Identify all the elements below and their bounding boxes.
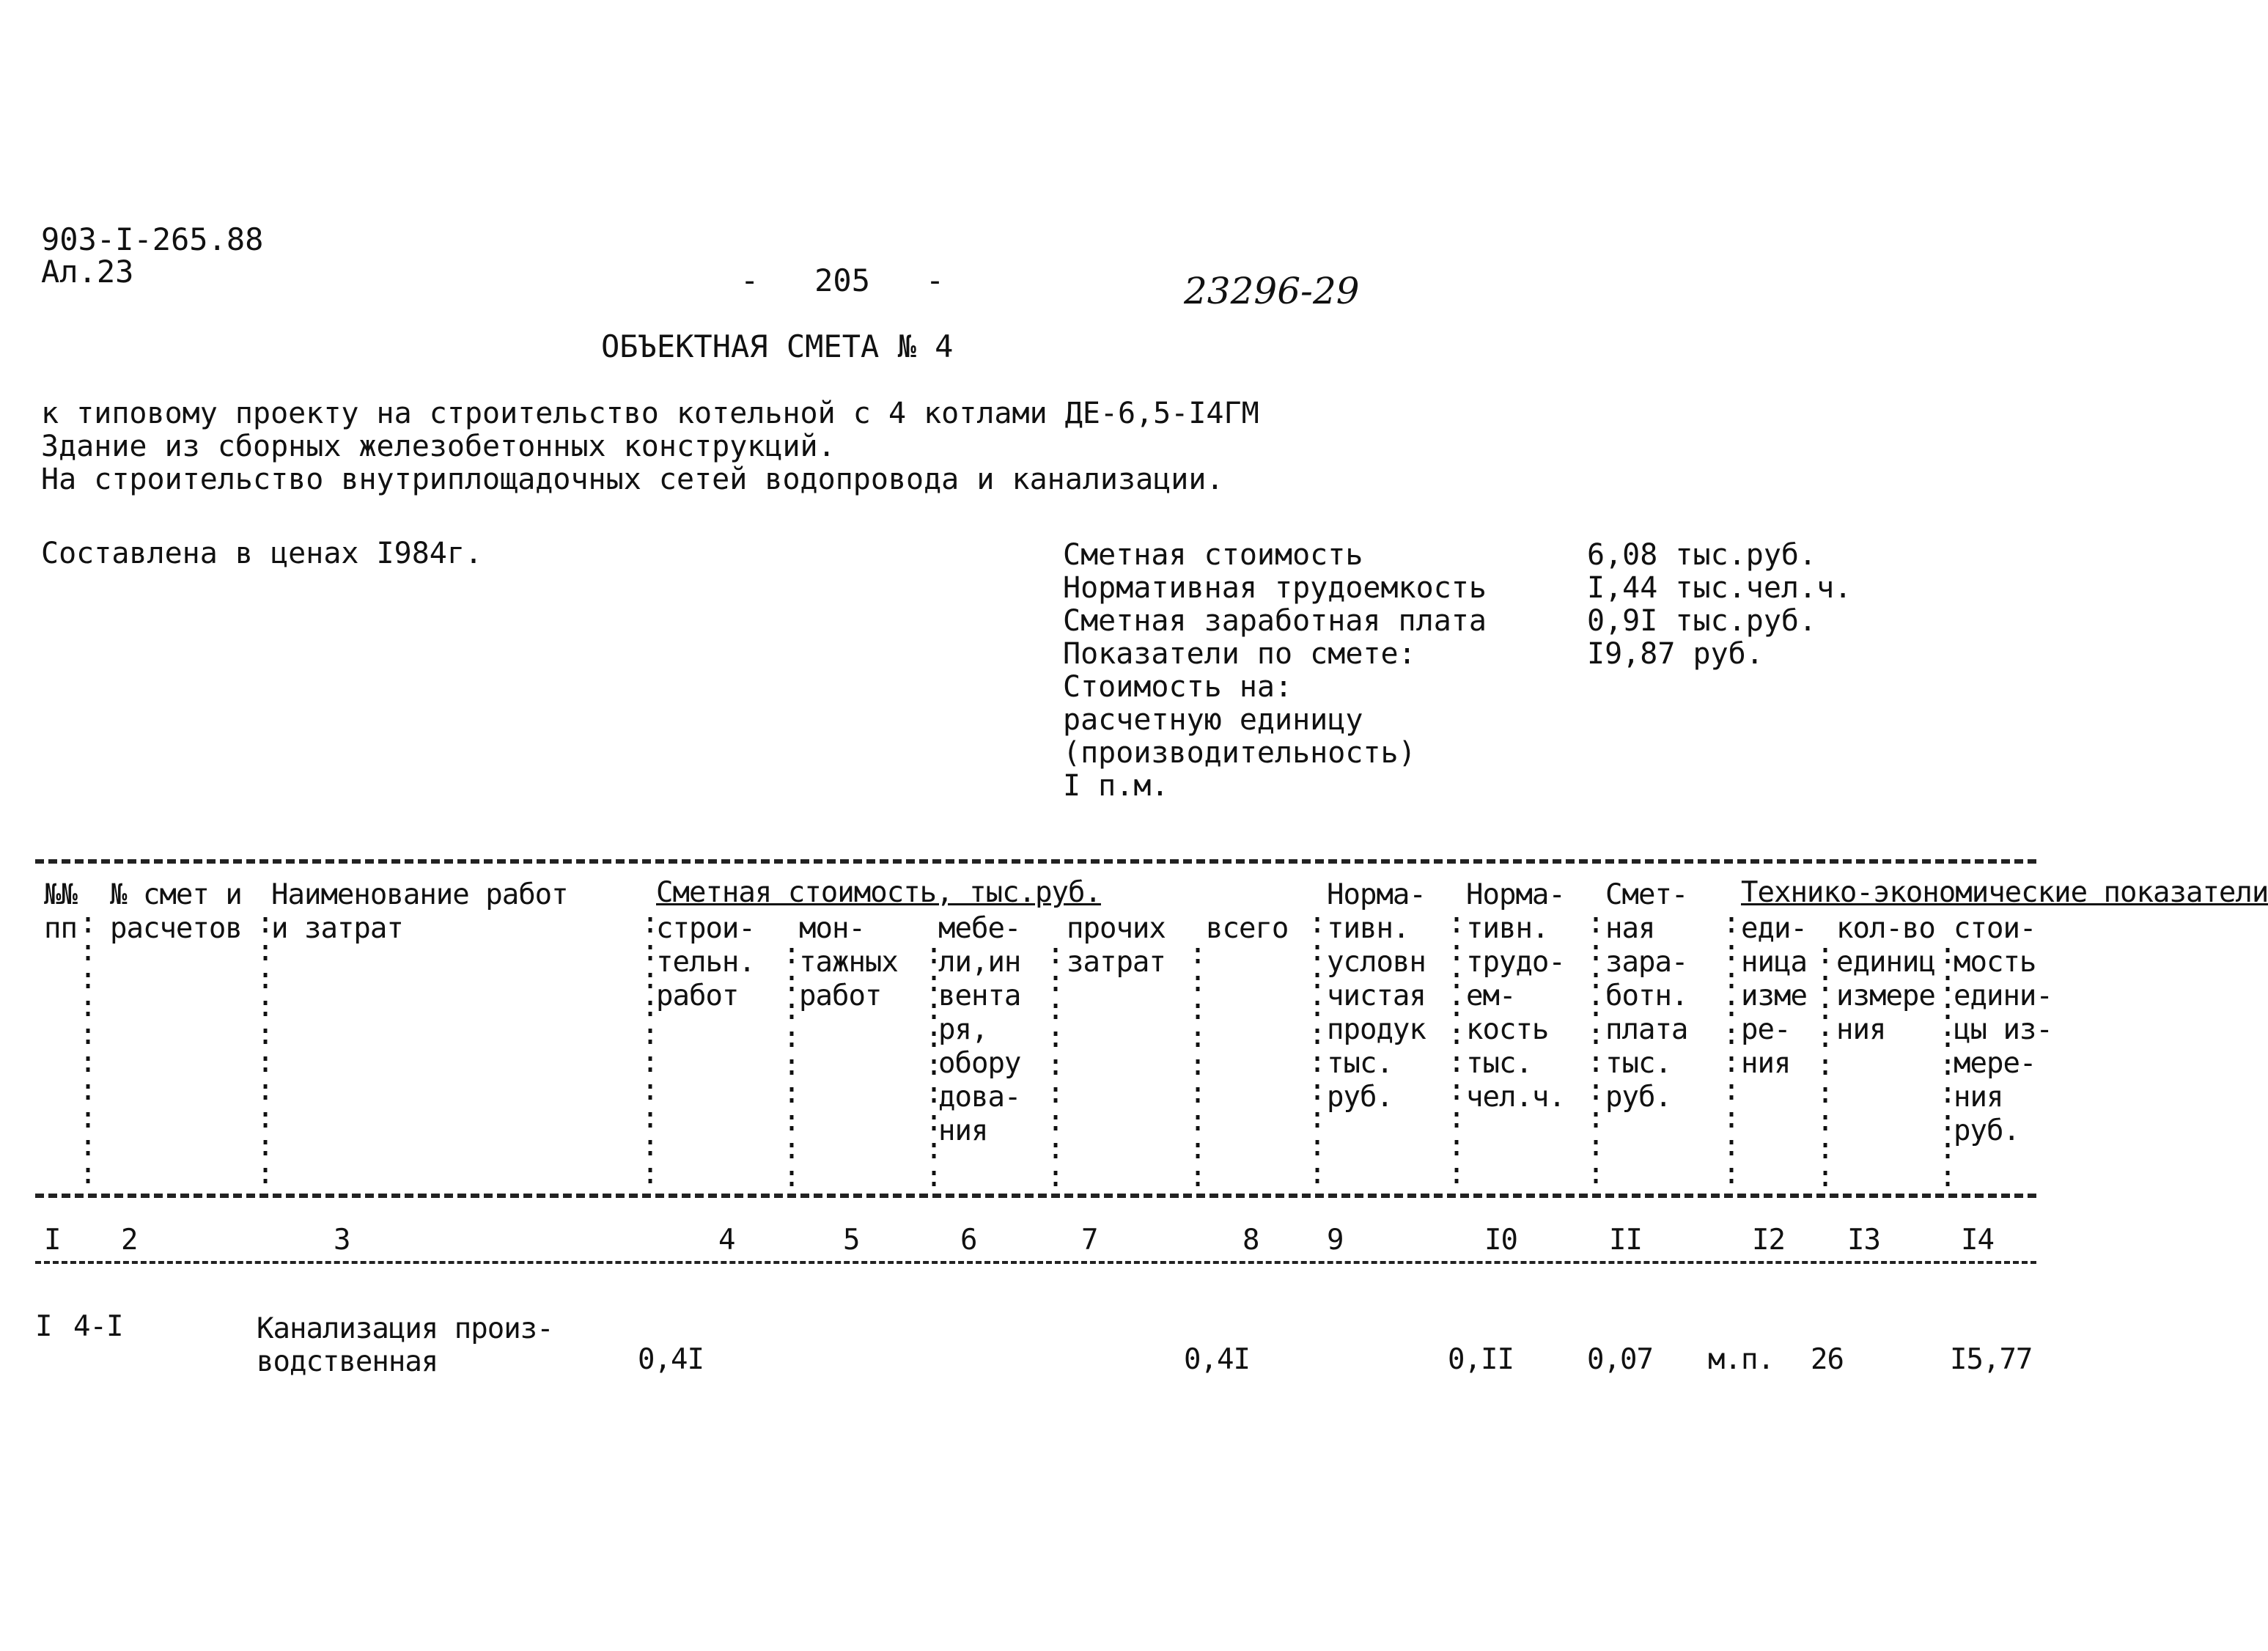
column-separator: : : : : : : : : : : <box>79 906 97 1191</box>
column-separator: : : : : : : : : : : <box>1308 906 1326 1191</box>
column-separator: : : : : : : : : : <box>1189 937 1207 1194</box>
row-pp: I <box>35 1310 52 1343</box>
col-num-1: I <box>44 1224 61 1257</box>
column-separator: : : : : : : : : : <box>783 937 800 1194</box>
col-num-7: 7 <box>1081 1224 1098 1257</box>
column-separator: : : : : : : : : : <box>1047 937 1064 1194</box>
row-total-cost: 0,4I <box>1184 1343 1250 1376</box>
column-separator: : : : : : : : : : : <box>257 906 274 1191</box>
summary-value: 6,08 тыс.руб. <box>1587 538 1817 572</box>
col-num-2: 2 <box>121 1224 138 1257</box>
row-wages: 0,07 <box>1587 1343 1653 1376</box>
col-num-6: 6 <box>960 1224 977 1257</box>
handwritten-number: 23296-29 <box>1184 270 1360 312</box>
row-unit-cost: I5,77 <box>1950 1343 2033 1376</box>
column-separator: : : : : : : : : : <box>1816 937 1834 1194</box>
header-bottom-rule <box>35 1194 2036 1198</box>
column-separator: : : : : : : : : : : <box>1723 906 1740 1191</box>
col-num-13: I3 <box>1847 1224 1880 1257</box>
page-number: - 205 - <box>740 262 945 298</box>
table-top-rule <box>35 859 2036 864</box>
col-header-9: Норма- тивн. условн чистая продук тыс. руб. <box>1327 878 1426 1114</box>
summary-label: (производительность) <box>1063 736 1416 770</box>
price-basis: Составлена в ценах I984г. <box>41 537 483 570</box>
row-labor: 0,II <box>1448 1343 1514 1376</box>
col-num-12: I2 <box>1752 1224 1785 1257</box>
col-header-2: № смет и расчетов <box>110 878 242 945</box>
col-header-3: Наименование работ и затрат <box>271 878 568 945</box>
row-quantity: 26 <box>1811 1343 1844 1376</box>
col-num-8: 8 <box>1242 1224 1259 1257</box>
col-num-9: 9 <box>1327 1224 1344 1257</box>
description-block <box>41 397 1259 496</box>
col-header-4: строи- тельн. работ <box>656 912 755 1012</box>
column-separator: : : : : : : : : : <box>925 937 943 1194</box>
summary-value: I,44 тыс.чел.ч. <box>1587 571 1852 605</box>
col-num-5: 5 <box>843 1224 860 1257</box>
description-line: На строительство внутриплощадочных сетей водопровода и канализации. <box>41 463 1224 496</box>
col-header-14: стои- мость едини- цы из- мере- ния руб. <box>1954 912 2052 1147</box>
summary-label: Показатели по смете: <box>1063 637 1416 671</box>
row-estimate: 4-I <box>73 1310 123 1343</box>
column-numbers-underline <box>35 1261 2036 1264</box>
col-header-6: мебе- ли,ин вента ря, обору дова- ния <box>938 912 1021 1147</box>
column-separator: : : : : : : : : : : <box>1587 906 1605 1191</box>
column-separator: : : : : : : : : : : <box>641 906 659 1191</box>
col-header-8: всего <box>1206 912 1289 945</box>
col-num-3: 3 <box>334 1224 350 1257</box>
row-construction-cost: 0,4I <box>638 1343 704 1376</box>
col-num-14: I4 <box>1961 1224 1994 1257</box>
col-header-5: мон- тажных работ <box>799 912 898 1012</box>
summary-label: Стоимость на: <box>1063 670 1293 704</box>
document-title: ОБЪЕКТНАЯ СМЕТА № 4 <box>601 328 954 364</box>
row-name: Канализация произ- водственная <box>257 1312 553 1378</box>
summary-value: I9,87 руб. <box>1587 637 1764 671</box>
summary-label: Сметная стоимость <box>1063 538 1363 572</box>
description-line: к типовому проекту на строительство котельной с 4 котлами ДЕ-6,5-I4ГМ <box>41 397 1259 430</box>
description-line: Здание из сборных железобетонных конструкций. <box>41 430 836 463</box>
col-num-10: I0 <box>1484 1224 1517 1257</box>
summary-label: расчетную единицу <box>1063 703 1363 737</box>
col-header-12: еди- ница изме ре- ния <box>1741 912 1807 1080</box>
col-num-4: 4 <box>718 1224 735 1257</box>
column-separator: : : : : : : : : : : <box>1448 906 1465 1191</box>
col-header-10: Норма- тивн. трудо- ем- кость тыс. чел.ч. <box>1466 878 1565 1114</box>
tech-group-header: Технико-экономические показатели <box>1741 876 2268 909</box>
sheet-number: Ал.23 <box>41 254 134 290</box>
summary-label: Сметная заработная плата <box>1063 604 1487 638</box>
col-header-13: кол-во единиц измере ния <box>1836 912 1935 1046</box>
summary-labels <box>1063 539 1487 803</box>
column-separator: : : : : : : : : : <box>1939 937 1956 1194</box>
summary-label: I п.м. <box>1063 769 1169 803</box>
col-header-7: прочих затрат <box>1067 912 1166 979</box>
document-code: 903-I-265.88 <box>41 221 264 257</box>
summary-values <box>1587 539 1852 671</box>
col-header-11: Смет- ная зара- ботн. плата тыс. руб. <box>1605 878 1688 1114</box>
col-num-11: II <box>1609 1224 1642 1257</box>
summary-label: Нормативная трудоемкость <box>1063 571 1487 605</box>
col-header-1: №№ пп <box>44 878 77 945</box>
summary-value: 0,9I тыс.руб. <box>1587 604 1817 638</box>
cost-group-header: Сметная стоимость, тыс.руб. <box>656 876 1101 909</box>
row-unit: м.п. <box>1708 1343 1774 1376</box>
